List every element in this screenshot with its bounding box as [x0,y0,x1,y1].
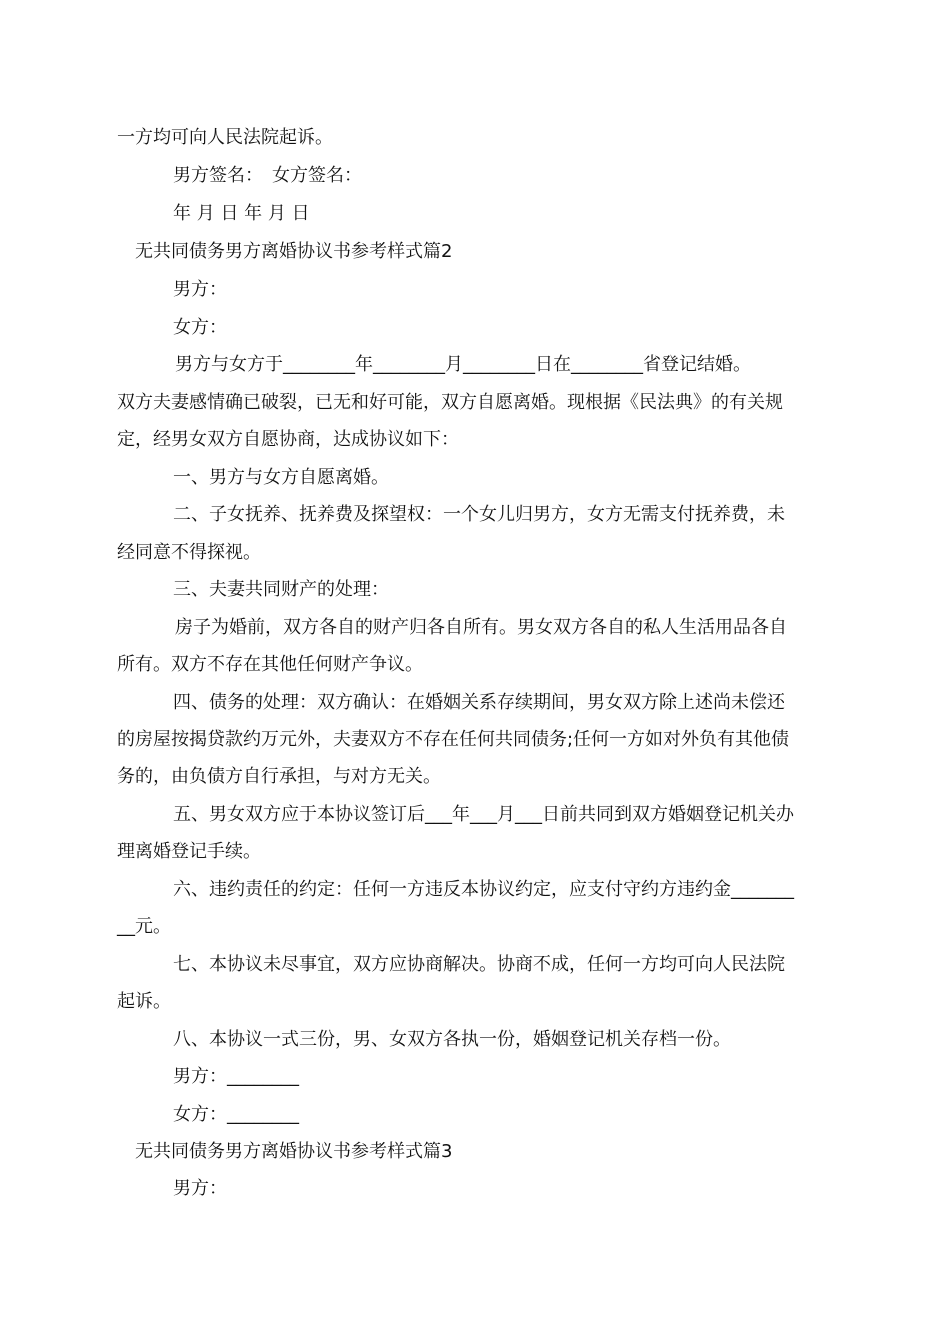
date-line: 年 月 日 年 月 日 [173,203,310,224]
section-heading: 无共同债务男方离婚协议书参考样式篇3 [135,1141,453,1162]
signature-female: 女方：________ [173,1104,299,1125]
text-line: 理离婚登记手续。 [117,841,261,862]
text-line: 房子为婚前，双方各自的财产归各自所有。男女双方各自的私人生活用品各自 [175,617,787,638]
text-line: 经同意不得探视。 [117,542,261,563]
clause-7: 七、本协议未尽事宜，双方应协商解决。协商不成，任何一方均可向人民法院 [173,954,785,975]
party-male: 男方： [173,1178,227,1199]
clause-5: 五、男女双方应于本协议签订后___年___月___日前共同到双方婚姻登记机关办 [173,804,794,825]
text-line: 所有。双方不存在其他任何财产争议。 [117,654,423,675]
clause-1: 一、男方与女方自愿离婚。 [173,467,389,488]
text-line: 的房屋按揭贷款约万元外，夫妻双方不存在任何共同债务;任何一方如对外负有其他债 [117,729,790,750]
clause-8: 八、本协议一式三份，男、女双方各执一份，婚姻登记机关存档一份。 [173,1029,731,1050]
text-line: 男方与女方于________年________月________日在________省登记结婚。 [175,354,751,375]
text-line: 一方均可向人民法院起诉。 [117,127,333,148]
party-male: 男方： [173,279,227,300]
section-heading: 无共同债务男方离婚协议书参考样式篇2 [135,241,453,262]
text-line: 起诉。 [117,991,171,1012]
clause-4: 四、债务的处理：双方确认：在婚姻关系存续期间，男女双方除上述尚未偿还 [173,692,785,713]
signature-male: 男方：________ [173,1066,299,1087]
clause-2: 二、子女抚养、抚养费及探望权：一个女儿归男方，女方无需支付抚养费，未 [173,504,785,525]
text-line: __元。 [117,916,171,937]
text-line: 务的，由负债方自行承担，与对方无关。 [117,766,441,787]
signature-line: 男方签名： 女方签名： [173,165,362,186]
party-female: 女方： [173,317,227,338]
text-line: 双方夫妻感情确已破裂，已无和好可能，双方自愿离婚。现根据《民法典》的有关规 [117,392,783,413]
text-line: 定，经男女双方自愿协商，达成协议如下： [117,429,459,450]
clause-6: 六、违约责任的约定：任何一方违反本协议约定，应支付守约方违约金_______ [173,879,794,900]
clause-3: 三、夫妻共同财产的处理： [173,579,389,600]
